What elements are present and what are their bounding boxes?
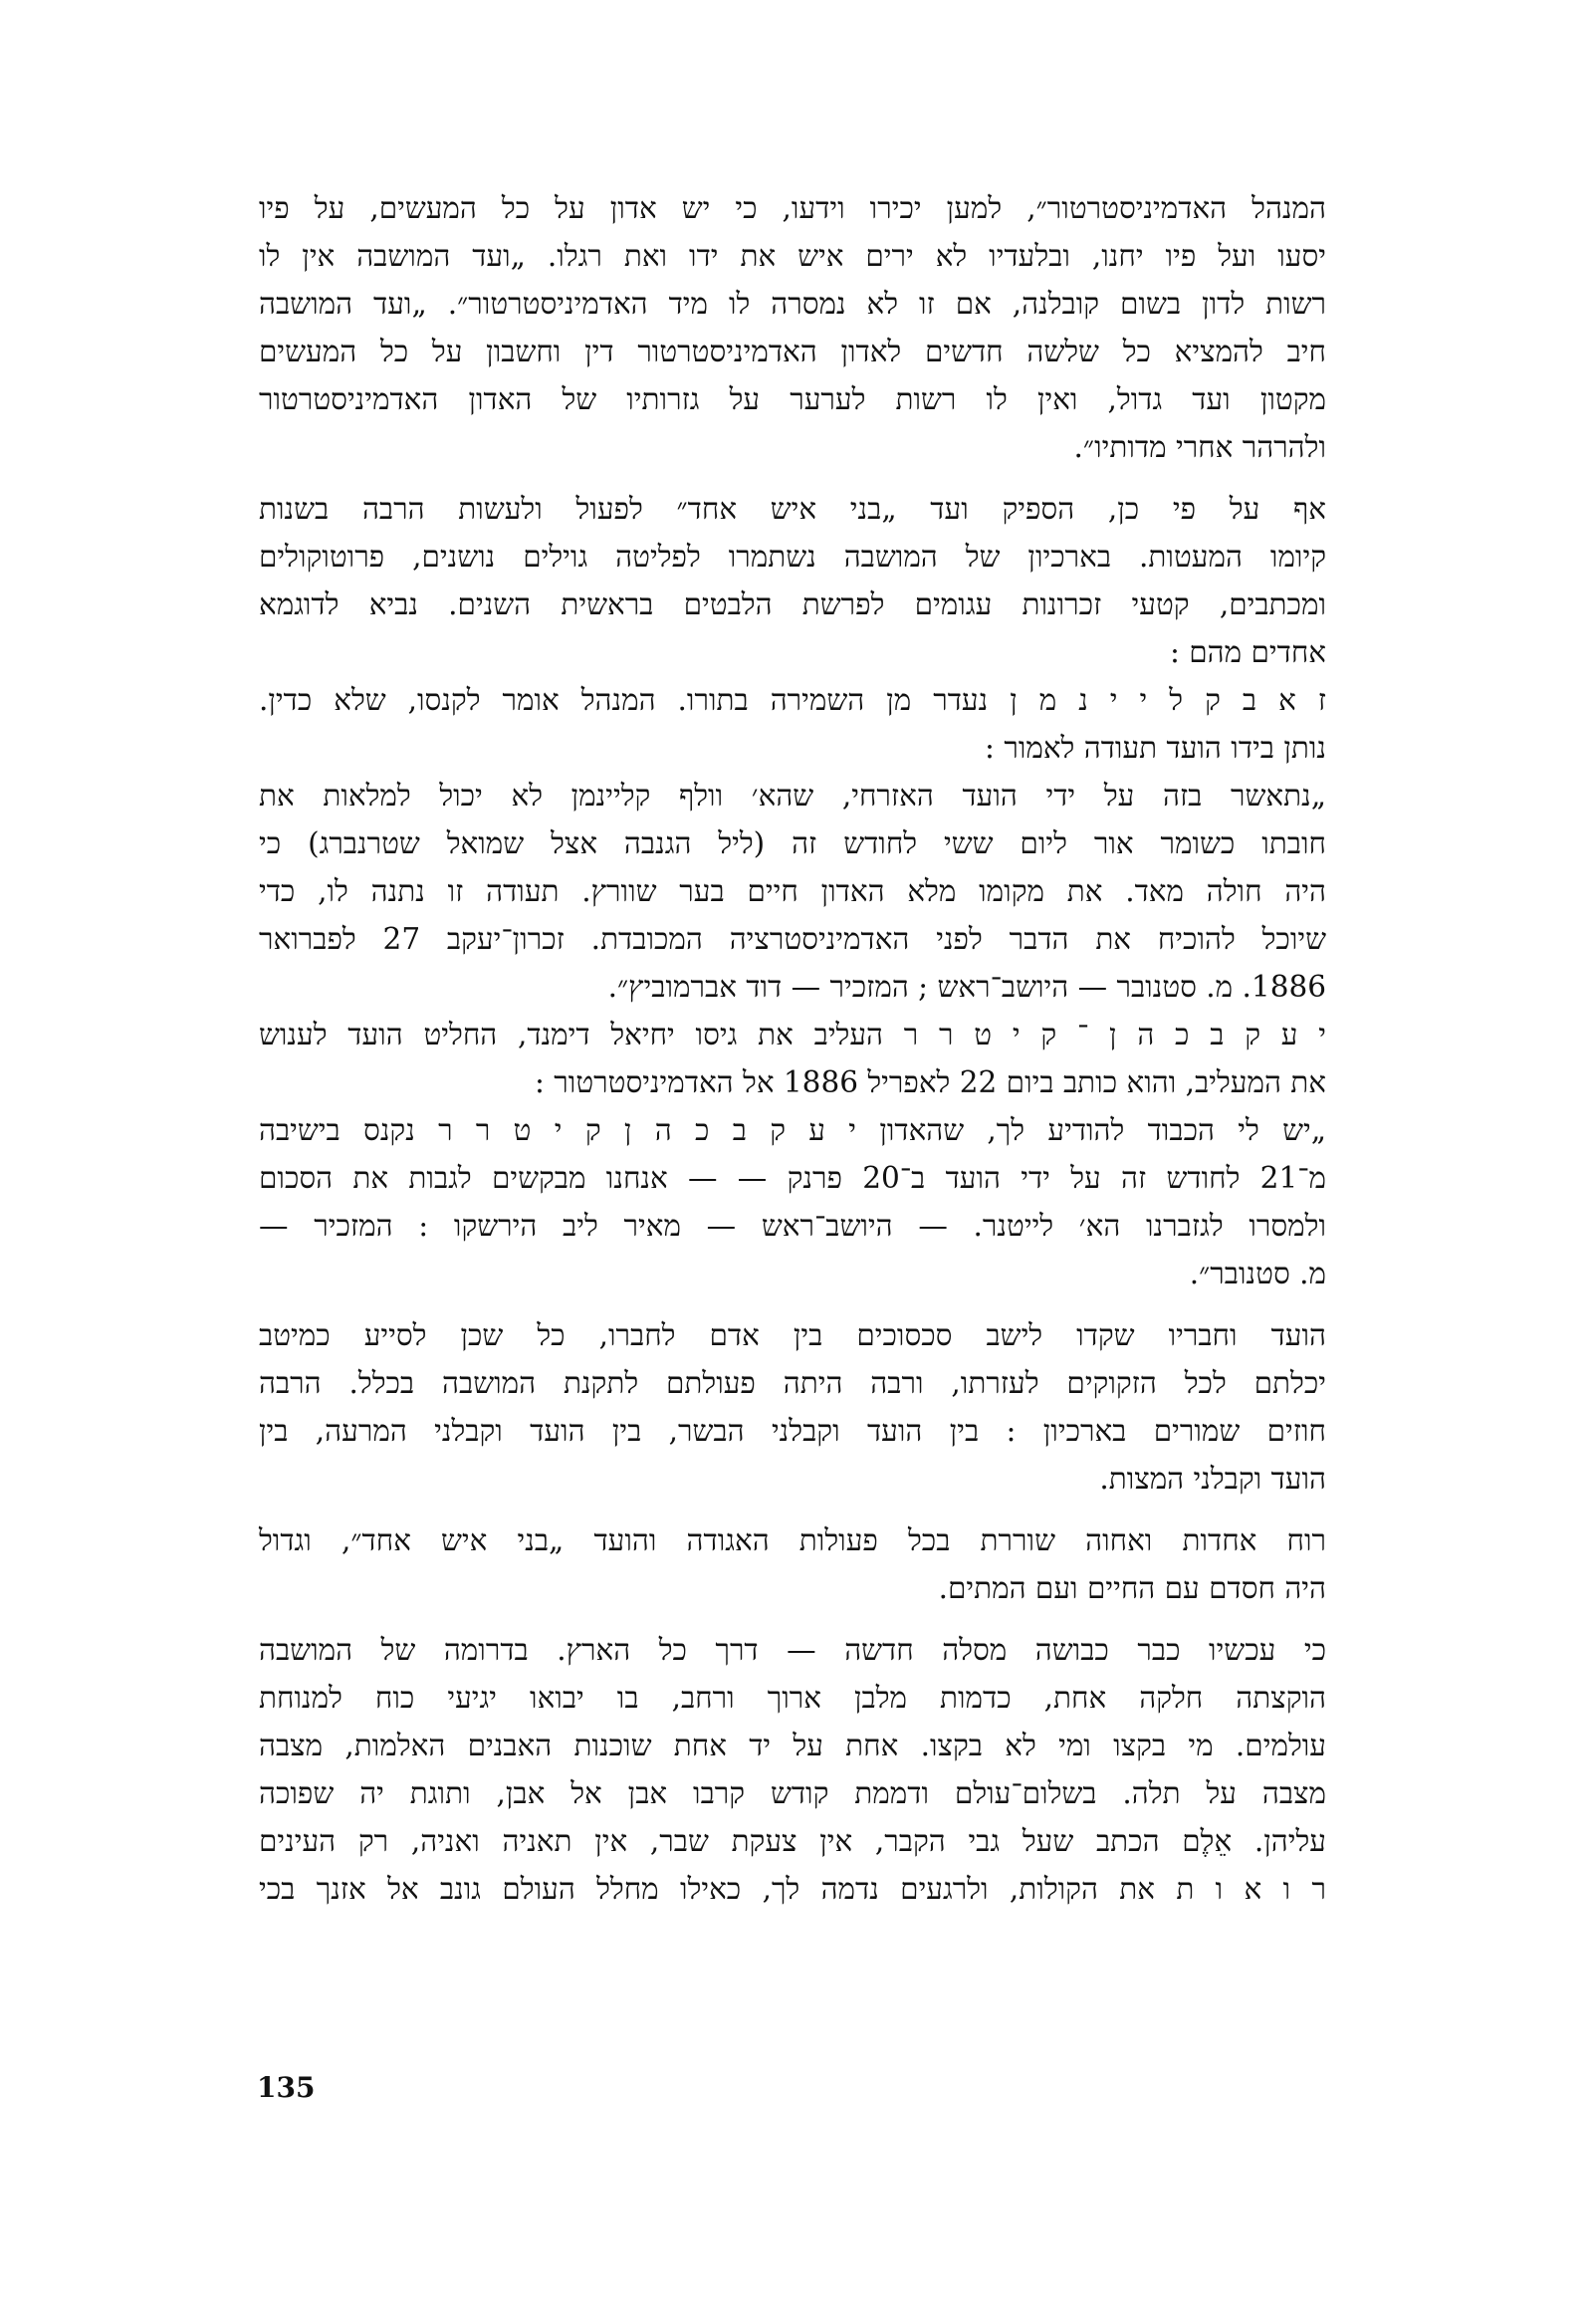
text-line: הוקצתה חלקה אחת, כדמות מלבן ארוך ורחב, בו יבואו יגיעי כוח למנוחת	[259, 1681, 1326, 1715]
text-line: היה חסדם עם החיים ועם המתים.	[938, 1571, 1326, 1605]
text-line: כי עכשיו כבר כבושה מסלה חדשה — דרך כל הארץ. בדרומה של המושבה	[259, 1633, 1326, 1667]
text-line: יכלתם לכל הזקוקים לעזרתו, ורבה היתה פעולתם לתקנת המושבה בכלל. הרבה	[259, 1366, 1326, 1400]
text-line: חיב להמציא כל שלשה חדשים לאדון האדמיניסטרטור דין וחשבון על כל המעשים	[259, 335, 1326, 368]
text-line: ומכתבים, קטעי זכרונות עגומים לפרשת הלבטים בראשית השנים. נביא לדוגמא	[259, 587, 1326, 621]
document-body	[259, 184, 1326, 2016]
text-line: חוזים שמורים בארכיון : בין הועד וקבלני הבשר, בין הועד וקבלני המרעה, בין	[259, 1414, 1326, 1448]
text-line: הועד וחבריו שקדו לישב סכסוכים בין אדם לחברו, כל שכן לסייע כמיטב	[259, 1318, 1326, 1352]
text-line: חובתו כשומר אור ליום ששי לחודש זה (ליל הגנבה אצל שמואל שטרנברג) כי	[259, 826, 1326, 860]
text-line: רוח אחדות ואחוה שוררת בכל פעולות האגודה והועד „בני איש אחד״, וגדול	[259, 1523, 1326, 1557]
text-line: יסעו ועל פיו יחנו, ובלעדיו לא ירים איש את ידו ואת רגלו. „ועד המושבה אין לו	[259, 239, 1326, 273]
text-line: ולהרהר אחרי מדותיו״.	[1073, 430, 1326, 464]
text-line: ר ו א ו ת את הקולות, ולרגעים נדמה לך, כאילו מחלל העולם גונב אל אזנך בכי	[259, 1872, 1326, 1906]
text-line: עליהן. אֵלֶם הכתב שעל גבי הקבר, אין צעקת שבר, אין תאניה ואניה, רק העינים	[259, 1824, 1326, 1858]
text-line: מ־21 לחודש זה על ידי הועד ב־20 פרנק — — אנחנו מבקשים לגבות את הסכום	[259, 1161, 1326, 1195]
text-line: היה חולה מאד. את מקומו מלא האדון חיים בער שוורץ. תעודה זו נתנה לו, כדי	[259, 874, 1326, 908]
text-line: 1886. מ. סטנובר — היושב־ראש ; המזכיר — דוד אברמוביץ״.	[607, 970, 1326, 1004]
paragraph-8	[259, 1516, 1326, 1612]
paragraph-1	[259, 184, 1326, 471]
text-line: ולמסרו לגזברנו הא׳ לייטנר. — היושב־ראש — מאיר ליב הירשקו : המזכיר —	[259, 1209, 1326, 1243]
text-line: מצבה על תלה. בשלום־עולם ודממת קודש קרבו אבן אל אבן, ותוגת יה שפוכה	[259, 1776, 1326, 1810]
text-line: „נתאשר בזה על ידי הועד האזרחי, שהא׳ וולף קליינמן לא יכול למלאות את	[259, 779, 1326, 813]
text-line: עולמים. מי בקצו ומי לא בקצו. אחת על יד אחת שוכנות האבנים האלמות, מצבה	[259, 1729, 1326, 1762]
text-line: ז א ב ק ל י י נ מ ן נעדר מן השמירה בתורו. המנהל אומר לקנסו, שלא כדין.	[259, 683, 1326, 717]
text-line: אחדים מהם :	[1169, 635, 1326, 669]
paragraph-6-quote	[259, 1106, 1326, 1297]
page-number: 135	[257, 2071, 316, 2104]
text-line: מקטון ועד גדול, ואין לו רשות לערער על גזרותיו של האדון האדמיניסטרטור	[259, 382, 1326, 416]
paragraph-2	[259, 485, 1326, 676]
text-line: נותן בידו הועד תעודה לאמור :	[985, 731, 1326, 765]
text-line: קיומו המעטות. בארכיון של המושבה נשתמרו לפליטה גוילים נושנים, פרוטוקולים	[259, 540, 1326, 574]
text-line: אף על פי כן, הספיק ועד „בני איש אחד״ לפעול ולעשות הרבה בשנות	[259, 492, 1326, 526]
text-line: י ע ק ב כ ה ן ־ ק י ט ר ר העליב את גיסו יחיאל דימנד, החליט הועד לענוש	[259, 1018, 1326, 1051]
text-line: המנהל האדמיניסטרטור״, למען יכירו וידעו, כי יש אדון על כל המעשים, על פיו	[259, 191, 1326, 225]
text-line: הועד וקבלני המצות.	[1099, 1462, 1326, 1496]
text-line: שיוכל להוכיח את הדבר לפני האדמיניסטרציה המכובדת. זכרון־יעקב 27 לפברואר	[259, 922, 1326, 956]
text-line: מ. סטנובר״.	[1189, 1257, 1326, 1290]
paragraph-5	[259, 1011, 1326, 1106]
paragraph-9	[259, 1626, 1326, 1913]
text-line: רשות לדון בשום קובלנה, אם זו לא נמסרה לו מיד האדמיניסטרטור״. „ועד המושבה	[259, 287, 1326, 321]
paragraph-4-quote	[259, 772, 1326, 1011]
paragraph-3	[259, 676, 1326, 772]
paragraph-7	[259, 1311, 1326, 1503]
text-line: „יש לי הכבוד להודיע לך, שהאדון י ע ק ב כ ה ן ק י ט ר ר נקנס בישיבה	[259, 1113, 1326, 1147]
text-line: את המעליב, והוא כותב ביום 22 לאפריל 1886 אל האדמיניסטרטור :	[534, 1065, 1326, 1099]
